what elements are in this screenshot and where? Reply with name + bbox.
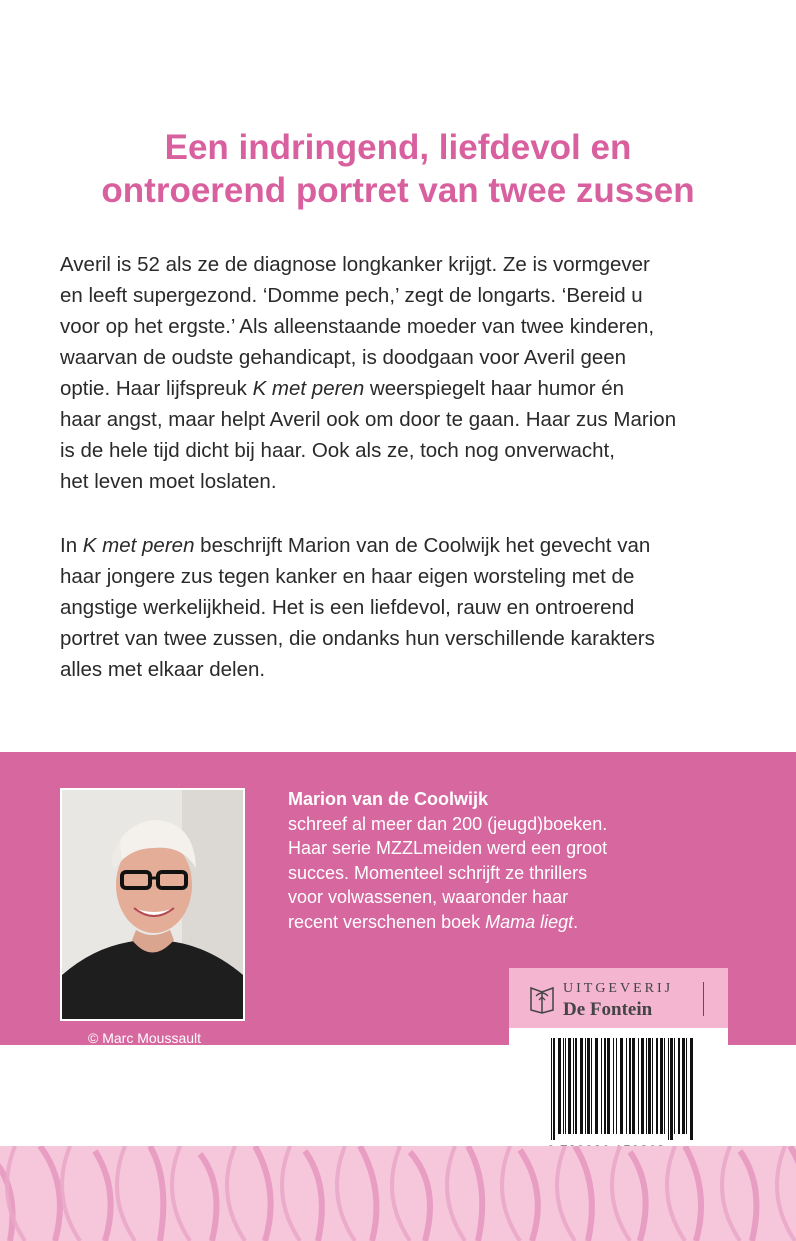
barcode-bar bbox=[553, 1038, 555, 1140]
text-line bbox=[60, 373, 750, 404]
headline-line-2: ontroerend portret van twee zussen bbox=[101, 171, 695, 210]
bio-line: voor volwassenen, waaronder haar bbox=[288, 887, 569, 907]
book-title-italic: Mama liegt bbox=[485, 911, 574, 932]
text-line: is de hele tijd dicht bij haar. Ook als ze, toch nog onverwacht, bbox=[60, 439, 615, 462]
barcode-bar bbox=[616, 1038, 617, 1134]
isbn-barcode bbox=[549, 1038, 699, 1140]
barcode-bar bbox=[563, 1038, 564, 1134]
barcode-bar bbox=[629, 1038, 631, 1134]
barcode-bar bbox=[568, 1038, 571, 1134]
barcode-bar bbox=[690, 1038, 693, 1140]
barcode-bar bbox=[638, 1038, 639, 1134]
barcode-bar bbox=[656, 1038, 658, 1134]
barcode-bar bbox=[601, 1038, 602, 1134]
text-line: haar angst, maar helpt Averil ook om door te gaan. Haar zus Marion bbox=[60, 408, 677, 431]
bio-line: Haar serie MZZLmeiden werd een groot bbox=[288, 838, 608, 858]
barcode-bar bbox=[580, 1038, 583, 1134]
text-line: en leeft supergezond. ‘Domme pech,’ zegt de longarts. ‘Bereid u bbox=[60, 284, 643, 307]
barcode-bar bbox=[604, 1038, 606, 1134]
text-line: angstige werkelijkheid. Het is een liefdevol, rauw en ontroerend bbox=[60, 596, 635, 619]
text-line bbox=[60, 530, 750, 561]
barcode-bar bbox=[686, 1038, 687, 1134]
book-tree-logo-icon bbox=[529, 984, 555, 1014]
barcode-bar bbox=[595, 1038, 598, 1134]
synopsis-paragraph-2 bbox=[60, 530, 750, 685]
author-portrait-illustration bbox=[62, 790, 243, 1019]
barcode-bar bbox=[626, 1038, 627, 1134]
barcode-bar bbox=[668, 1038, 669, 1140]
publisher-label: UITGEVERIJ bbox=[563, 981, 674, 996]
text-line: haar jongere zus tegen kanker en haar eigen worsteling met de bbox=[60, 565, 635, 588]
author-bio bbox=[288, 787, 688, 934]
barcode-bar bbox=[652, 1038, 653, 1134]
barcode-bar bbox=[607, 1038, 610, 1134]
text-line: alles met elkaar delen. bbox=[60, 658, 266, 681]
bio-line: succes. Momenteel schrijft ze thrillers bbox=[288, 862, 588, 883]
barcode-bar bbox=[682, 1038, 685, 1134]
barcode-bar bbox=[648, 1038, 651, 1134]
text-line: het leven moet loslaten. bbox=[60, 470, 277, 493]
barcode-bar bbox=[587, 1038, 590, 1134]
barcode-bar bbox=[575, 1038, 577, 1134]
barcode-bar bbox=[591, 1038, 592, 1134]
text-line: voor op het ergste.’ Als alleenstaande moeder van twee kinderen, bbox=[60, 315, 655, 338]
barcode-bar bbox=[558, 1038, 561, 1134]
barcode-bar bbox=[620, 1038, 623, 1134]
author-name: Marion van de Coolwijk bbox=[288, 789, 489, 809]
barcode-bar bbox=[660, 1038, 663, 1134]
text-line: portret van twee zussen, die ondanks hun verschillende karakters bbox=[60, 627, 655, 650]
text-line: waarvan de oudste gehandicapt, is doodgaan voor Averil geen bbox=[60, 346, 627, 369]
synopsis-paragraph-1 bbox=[60, 249, 750, 497]
barcode-bar bbox=[551, 1038, 552, 1140]
photo-credit: © Marc Moussault bbox=[88, 1030, 202, 1046]
headline-line-1: Een indringend, liefdevol en bbox=[164, 128, 632, 167]
barcode-bar bbox=[646, 1038, 647, 1134]
decorative-pattern-strip bbox=[0, 1146, 796, 1241]
text-span: recent verschenen boek bbox=[288, 911, 486, 932]
barcode-bar bbox=[573, 1038, 574, 1134]
book-title-italic: K met peren bbox=[252, 377, 365, 400]
author-photo bbox=[60, 788, 245, 1021]
publisher-logo-box bbox=[509, 968, 728, 1028]
bio-line: schreef al meer dan 200 (jeugd)boeken. bbox=[288, 813, 608, 834]
text-span: beschrijft Marion van de Coolwijk het gevecht van bbox=[194, 534, 651, 557]
barcode-bar bbox=[678, 1038, 680, 1134]
barcode-bar bbox=[674, 1038, 675, 1134]
text-span: weerspiegelt haar humor én bbox=[364, 377, 625, 400]
barcode-bar bbox=[632, 1038, 635, 1134]
back-cover-headline bbox=[40, 126, 756, 212]
barcode-bar bbox=[641, 1038, 644, 1134]
barcode-bar bbox=[585, 1038, 586, 1134]
publisher-divider bbox=[703, 982, 704, 1016]
text-line: Averil is 52 als ze de diagnose longkanker krijgt. Ze is vormgever bbox=[60, 253, 650, 276]
text-span: . bbox=[573, 911, 579, 932]
barcode-bar bbox=[565, 1038, 566, 1134]
bio-line bbox=[288, 910, 688, 935]
book-title-italic: K met peren bbox=[82, 534, 195, 557]
publisher-name: De Fontein bbox=[563, 999, 653, 1020]
barcode-bar bbox=[613, 1038, 614, 1134]
text-span: optie. Haar lijfspreuk bbox=[60, 377, 253, 400]
wave-pattern-illustration bbox=[0, 1146, 796, 1241]
text-span: In bbox=[60, 534, 83, 557]
barcode-bar bbox=[670, 1038, 673, 1140]
barcode-bar bbox=[664, 1038, 665, 1134]
